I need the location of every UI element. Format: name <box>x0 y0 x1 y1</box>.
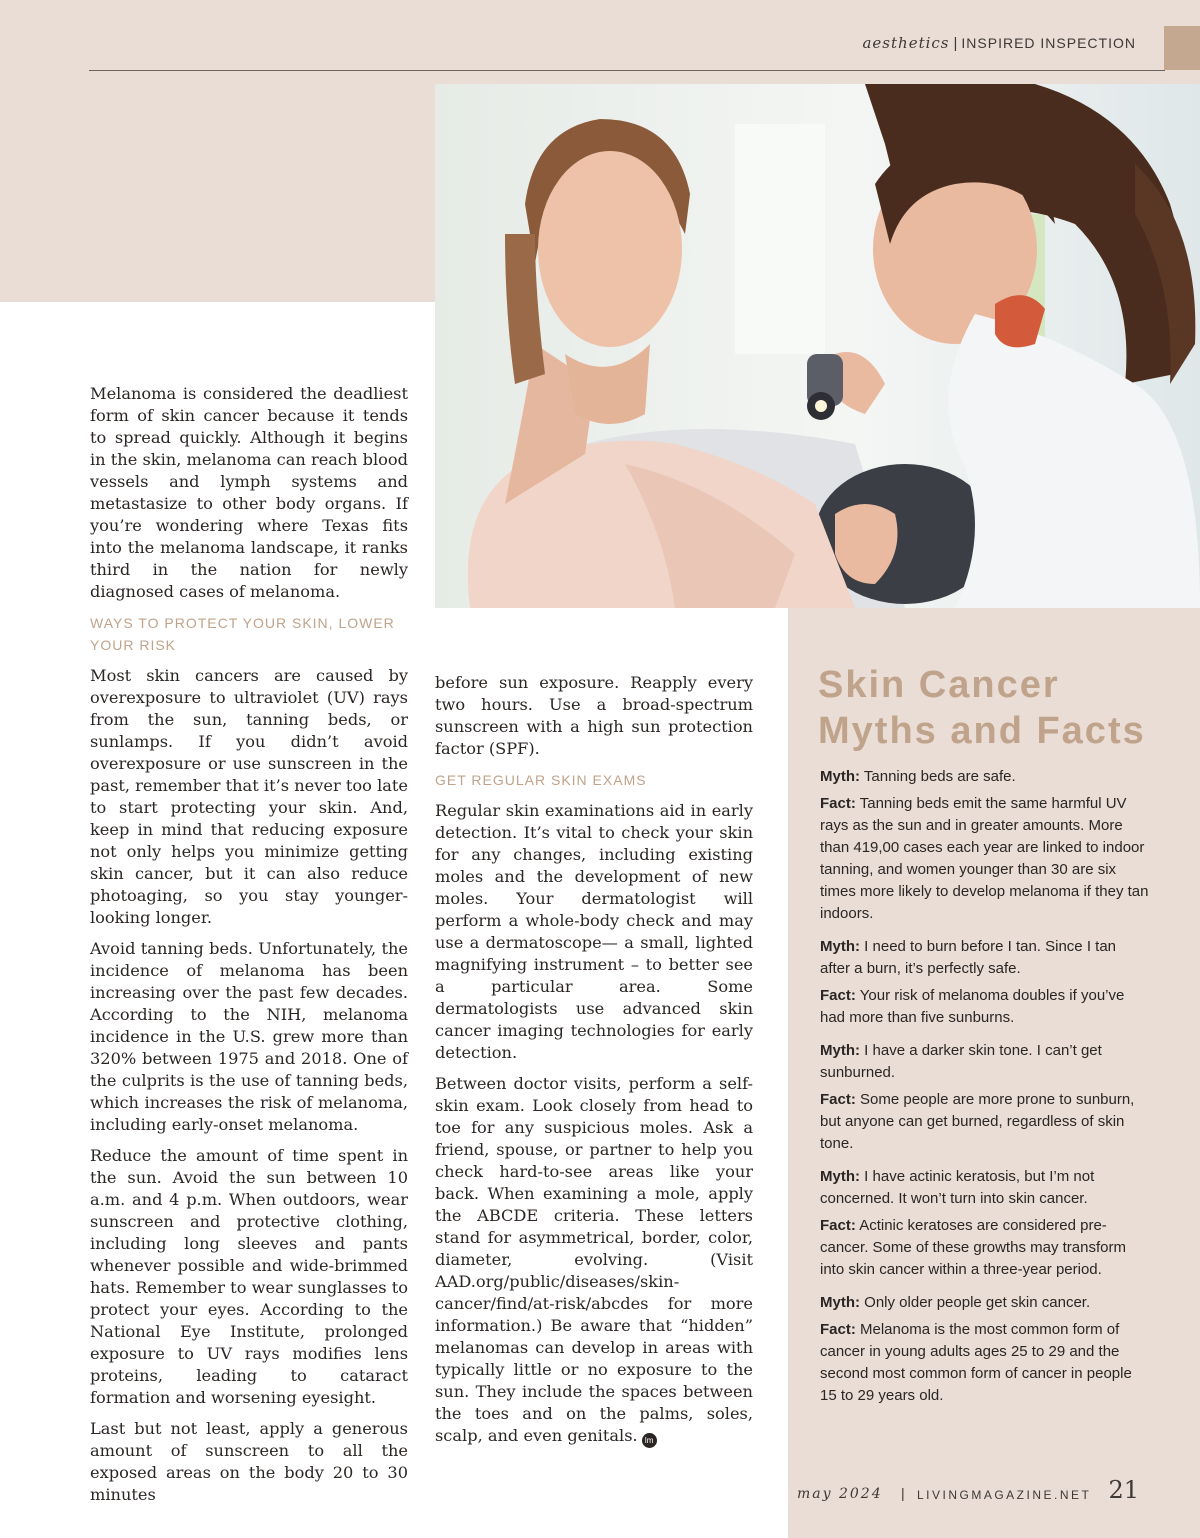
fact-text: Your risk of melanoma doubles if you’ve had more than five sunburns. <box>820 987 1125 1026</box>
fact-line <box>820 793 1150 925</box>
footer-separator: | <box>901 1485 905 1501</box>
fact-text: Some people are more prone to sunburn, but anyone can get burned, regardless of skin tone. <box>820 1091 1135 1152</box>
end-mark-icon: lm <box>642 1433 657 1448</box>
fact-label: Fact: <box>820 795 856 812</box>
myth-line <box>820 1292 1150 1314</box>
fact-line <box>820 1319 1150 1407</box>
magazine-website: LIVINGMAGAZINE.NET <box>917 1488 1092 1502</box>
exams-paragraph: Regular skin examinations aid in early detection. It’s vital to check your skin for any changes, including existing moles and the development of new moles. Your dermatologist will perform a whole-body check and may use a dermatoscope— a small, lighted magnifying instrument – to better see a particular area. Some dermatologists use advanced skin cancer imaging technologies for early detection. <box>435 801 753 1062</box>
hero-photo <box>435 84 1200 608</box>
page-number: 21 <box>1108 1476 1139 1504</box>
article-column-2 <box>435 672 753 1457</box>
myth-text: I need to burn before I tan. Since I tan after a burn, it’s perfectly safe. <box>820 938 1117 977</box>
fact-label: Fact: <box>820 1217 856 1234</box>
running-head <box>862 34 1136 52</box>
self-exam-text: Between doctor visits, perform a self-skin exam. Look closely from head to toe for any suspicious moles. Ask a friend, spouse, or partner to help you check hard-to-see areas like your back. When examining a mole, apply the ABCDE criteria. These letters stand for asymmetrical, border, color, diameter, evolving. (Visit AAD.org/public/diseases/skin-cancer/find/at-risk/abcdes for more information.) Be aware that “hidden” melanomas can develop in areas with typically little or no exposure to the sun. They include the spaces between the toes and on the palms, soles, scalp, and even genitals. <box>435 1074 753 1445</box>
tanning-paragraph: Avoid tanning beds. Unfortunately, the incidence of melanoma has been increasing over the past few decades. According to the NIH, melanoma incidence in the U.S. grew more than 320% between 1975 and 2018. One of the culprits is the use of tanning beds, which increases the risk of melanoma, including early-onset melanoma. <box>90 939 408 1134</box>
page-footer <box>797 1476 1147 1506</box>
subhead-protect-skin: WAYS TO PROTECT YOUR SKIN, LOWER YOUR RISK <box>90 615 395 653</box>
myth-line <box>820 766 1150 788</box>
section-name: aesthetics <box>862 34 950 52</box>
fact-line <box>820 985 1150 1029</box>
intro-paragraph: Melanoma is considered the deadliest form of skin cancer because it tends to spread quickly. Although it begins in the skin, melanoma can reach blood vessels and lymph systems and metastasize to other body organs. If you’re wondering where Texas fits into the melanoma landscape, it ranks third in the nation for newly diagnosed cases of melanoma. <box>90 384 408 601</box>
fact-label: Fact: <box>820 1321 856 1338</box>
myth-label: Myth: <box>820 1294 860 1311</box>
myth-line <box>820 936 1150 980</box>
fact-label: Fact: <box>820 1091 856 1108</box>
article-title: INSPIRED INSPECTION <box>961 35 1136 51</box>
fact-label: Fact: <box>820 987 856 1004</box>
fact-line <box>820 1089 1150 1155</box>
myth-fact-item <box>820 936 1150 1029</box>
myth-fact-item <box>820 1292 1150 1407</box>
fact-line <box>820 1215 1150 1281</box>
myth-label: Myth: <box>820 768 860 785</box>
fact-text: Actinic keratoses are considered pre-cancer. Some of these growths may transform into skin cancer within a three-year period. <box>820 1217 1126 1278</box>
subhead-skin-exams: GET REGULAR SKIN EXAMS <box>435 772 647 788</box>
myth-label: Myth: <box>820 1168 860 1185</box>
fact-text: Tanning beds emit the same harmful UV rays as the sun and in greater amounts. More than 419,00 cases each year are linked to indoor tanning, and women younger than 30 are six times more likely to develop melanoma if they tan indoors. <box>820 795 1149 922</box>
uv-paragraph: Most skin cancers are caused by overexposure to ultraviolet (UV) rays from the sun, tanning beds, or sunlamps. If you didn’t avoid overexposure or use sunscreen in the past, remember that it’s never too late to start protecting your skin. And, keep in mind that reducing exposure not only helps you minimize getting skin cancer, but it can also reduce photoaging, so you stay younger-looking longer. <box>90 666 408 927</box>
sidebar-title: Skin Cancer Myths and Facts <box>818 664 1146 752</box>
self-exam-paragraph <box>435 1073 753 1448</box>
fact-text: Melanoma is the most common form of cancer in young adults ages 25 to 29 and the second most common form of cancer in people 15 to 29 years old. <box>820 1321 1132 1404</box>
issue-date: may 2024 <box>797 1486 883 1502</box>
myth-text: Only older people get skin cancer. <box>864 1294 1091 1311</box>
sunscreen-paragraph-continued: before sun exposure. Reapply every two hours. Use a broad-spectrum sunscreen with a high sun protection factor (SPF). <box>435 673 753 758</box>
dermatologist-exam-illustration <box>435 84 1200 608</box>
myth-fact-item <box>820 1040 1150 1155</box>
header-tab-block <box>1164 26 1200 70</box>
myth-line <box>820 1040 1150 1084</box>
myth-text: I have a darker skin tone. I can’t get sunburned. <box>820 1042 1102 1081</box>
article-column-1 <box>90 383 408 1515</box>
myth-label: Myth: <box>820 938 860 955</box>
myth-text: I have actinic keratosis, but I’m not concerned. It won’t turn into skin cancer. <box>820 1168 1095 1207</box>
sun-time-paragraph: Reduce the amount of time spent in the sun. Avoid the sun between 10 a.m. and 4 p.m. When outdoors, wear sunscreen and protective clothing, including long sleeves and pants whenever possible and wide-brimmed hats. Remember to wear sunglasses to protect your eyes. According to the National Eye Institute, prolonged exposure to UV rays modifies lens proteins, leading to cataract formation and worsening eyesight. <box>90 1146 408 1407</box>
myth-text: Tanning beds are safe. <box>863 768 1016 785</box>
header-rule <box>89 70 1165 71</box>
header-separator: | <box>953 35 958 52</box>
myth-line <box>820 1166 1150 1210</box>
myth-fact-item <box>820 766 1150 925</box>
myth-label: Myth: <box>820 1042 860 1059</box>
sunscreen-paragraph: Last but not least, apply a generous amount of sunscreen to all the exposed areas on the body 20 to 30 minutes <box>90 1419 408 1504</box>
myths-facts-list <box>820 766 1150 1418</box>
myth-fact-item <box>820 1166 1150 1281</box>
